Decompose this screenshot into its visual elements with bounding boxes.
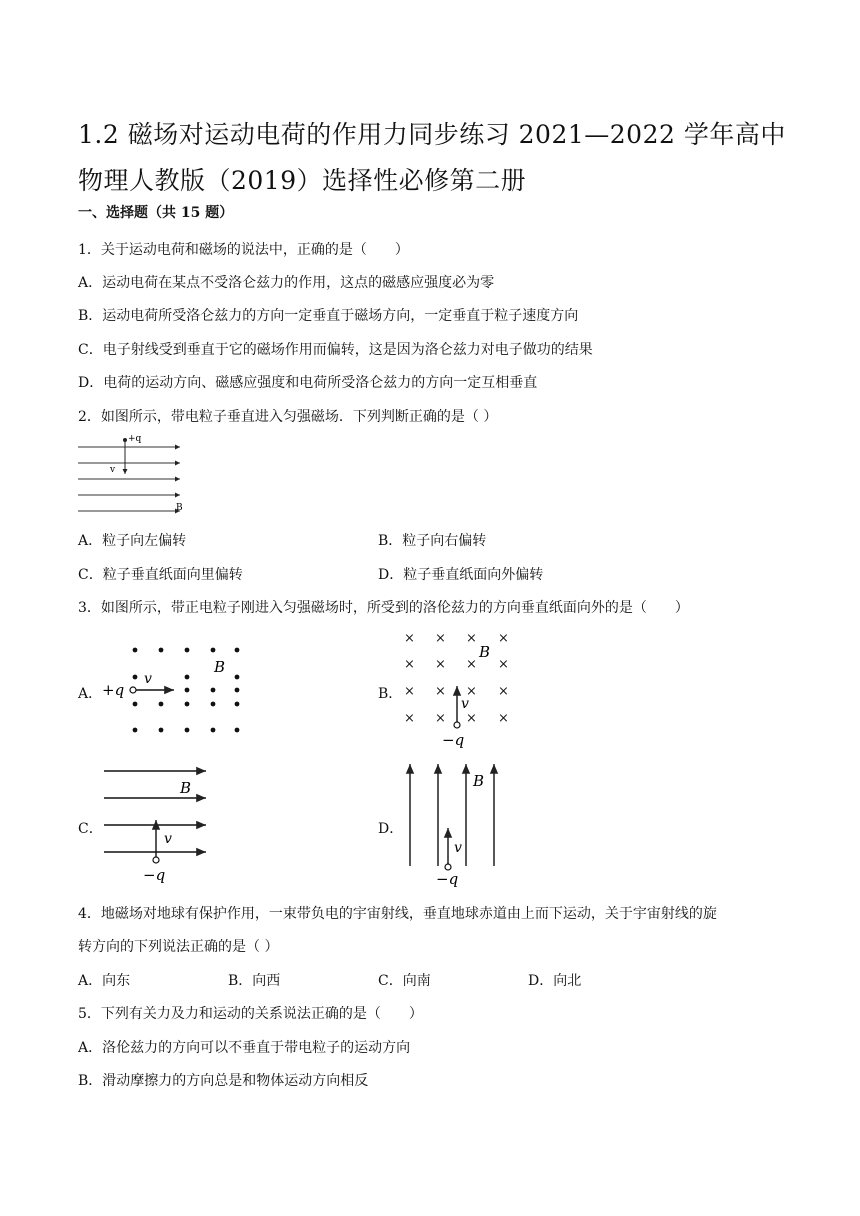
q5-option-a: A．洛伦兹力的方向可以不垂直于带电粒子的运动方向 [78,1040,411,1056]
q4-option-b: B．向西 [228,973,281,989]
q2-option-b: B．粒子向右偏转 [378,533,487,549]
section-heading: 一、选择题（共 15 题） [78,205,234,221]
q4-option-a: A．向东 [78,973,131,989]
q1-option-a: A．运动电荷在某点不受洛仑兹力的作用，这点的磁感应强度必为零 [78,275,495,291]
q2-b-label: B [176,503,183,513]
q3-stem: 3．如图所示，带正电粒子刚进入匀强磁场时，所受到的洛伦兹力的方向垂直纸面向外的是（ ） [78,600,689,616]
q2-option-a: A．粒子向左偏转 [78,533,187,549]
q3c-b-label: B [180,779,192,797]
svg-text:×: × [435,684,446,699]
q1-option-d: D．电荷的运动方向、磁感应强度和电荷所受洛仑兹力的方向一定互相垂直 [78,375,538,391]
q3c-charge [153,857,159,863]
q3-figure-d [398,760,513,888]
q3b-charge-label: −q [442,731,465,749]
q3a-charge [130,687,136,693]
q3b-charge [454,722,460,728]
q1-option-b: B．运动电荷所受洛仑兹力的方向一定垂直于磁场方向，一定垂直于粒子速度方向 [78,308,579,324]
q3a-b-label: B [214,658,226,676]
q3a-v-label: v [144,671,152,687]
q4-stem-line1: 4．地磁场对地球有保护作用，一束带负电的宇宙射线，垂直地球赤道由上而下运动，关于宇宙射线的旋 [78,906,717,922]
q3c-v-label: v [164,831,172,847]
svg-text:×: × [498,631,509,646]
svg-text:×: × [404,657,415,672]
svg-text:×: × [498,657,509,672]
q3-option-b-label: B． [378,686,403,702]
svg-text:×: × [498,711,509,726]
q3a-charge-label: +q [102,681,125,699]
svg-text:×: × [498,684,509,699]
q3-option-a-label: A． [78,686,103,702]
svg-text:×: × [435,657,446,672]
svg-text:×: × [466,657,477,672]
q4-option-c: C．向南 [378,973,431,989]
q3-figure-b [398,628,523,750]
q4-option-d: D．向北 [528,973,582,989]
q1-stem: 1．关于运动电荷和磁场的说法中，正确的是（ ） [78,242,409,258]
q2-field-lines [78,447,180,511]
q2-v-label: v [110,465,116,475]
q5-option-b: B．滑动摩擦力的方向总是和物体运动方向相反 [78,1073,369,1089]
q3c-charge-label: −q [143,866,166,884]
q2-option-c: C．粒子垂直纸面向里偏转 [78,567,243,583]
svg-text:×: × [404,684,415,699]
q3d-charge-label: −q [436,870,459,888]
svg-text:×: × [466,684,477,699]
q3-figure-a [100,638,250,738]
q3b-v-label: v [461,696,469,712]
q2-figure [78,430,198,522]
svg-text:×: × [435,711,446,726]
q5-stem: 5．下列有关力及力和运动的关系说法正确的是（ ） [78,1006,423,1022]
q3b-b-label: B [479,643,491,661]
svg-text:×: × [404,711,415,726]
q3-option-c-label: C． [78,821,103,837]
q1-option-c: C．电子射线受到垂直于它的磁场作用而偏转，这是因为洛仑兹力对电子做功的结果 [78,342,593,358]
q3-option-d-label: D． [378,821,404,837]
q3-figure-c [100,760,215,885]
svg-text:×: × [466,711,477,726]
q3d-v-label: v [454,840,462,856]
svg-text:×: × [435,631,446,646]
q3d-b-label: B [473,772,485,790]
q2-stem: 2．如图所示，带电粒子垂直进入匀强磁场．下列判断正确的是（ ） [78,409,498,425]
svg-text:×: × [404,631,415,646]
q4-stem-line2: 转方向的下列说法正确的是（ ） [78,939,279,955]
document-title: 1.2 磁场对运动电荷的作用力同步练习 2021—2022 学年高中物理人教版（2019）选择性必修第二册 [78,120,786,195]
q2-option-d: D．粒子垂直纸面向外偏转 [378,567,544,583]
q2-charge-label: +q [128,434,142,444]
svg-text:×: × [466,631,477,646]
